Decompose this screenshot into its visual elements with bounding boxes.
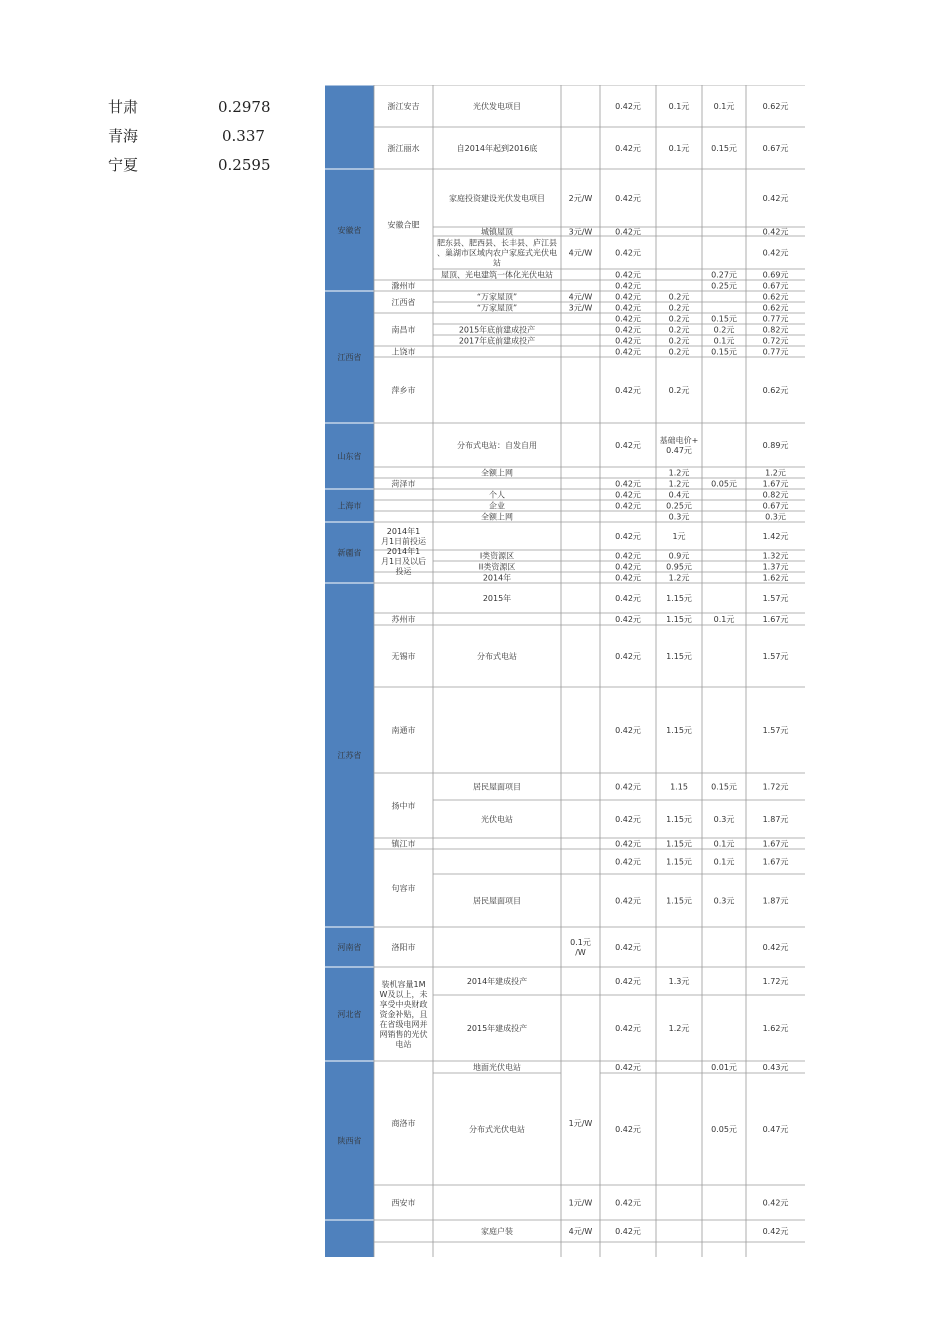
table-cell: 0.42元: [615, 839, 641, 849]
table-cell: 0.72元: [762, 336, 789, 346]
table-cell: 3元/W: [568, 303, 593, 313]
table-cell: 2014年1: [386, 527, 421, 536]
table-cell: 1元/W: [568, 1198, 593, 1208]
table-cell: 0.43元: [762, 1063, 789, 1072]
merged-cell: 月1日及以后: [380, 557, 427, 566]
table-cell: 0.2元: [668, 347, 690, 357]
table-cell: 0.67元: [762, 144, 789, 153]
merged-cell: 商洛市: [391, 1119, 416, 1128]
table-cell: 0.62元: [762, 386, 789, 395]
table-cell: 0.1元: [713, 336, 735, 346]
table-cell: 0.42元: [615, 386, 641, 395]
table-cell: 0.01元: [711, 1063, 737, 1072]
table-cell: 1.2元: [668, 1024, 690, 1033]
table-cell: 无锡市: [391, 652, 416, 661]
table-cell: 0.1元: [668, 144, 690, 153]
merged-cell: 1元/W: [568, 1119, 593, 1128]
table-cell: 0.1元: [713, 102, 735, 111]
table-cell: 1.67元: [762, 857, 789, 867]
table-cell: 光伏发电项目: [473, 102, 521, 111]
table-cell: 肥东县、肥西县、长丰县、庐江县: [437, 238, 557, 248]
table-cell: 0.27元: [711, 270, 737, 280]
table-cell: 0.67元: [762, 501, 789, 511]
table-cell: 1.2元: [668, 479, 690, 489]
table-cell: 2015年底前建成投产: [458, 325, 536, 335]
province-label: 上海市: [337, 501, 362, 511]
table-cell: 0.25元: [711, 281, 737, 291]
table-cell: 1.15元: [666, 839, 692, 849]
table-cell: 1.62元: [762, 1024, 789, 1033]
table-cell: 0.3元: [668, 512, 690, 522]
table-cell: 0.42元: [615, 441, 641, 450]
table-cell: 0.2元: [668, 336, 690, 346]
table-cell: 洛阳市: [391, 943, 416, 952]
table-cell: 全额上网: [481, 512, 513, 522]
table-cell: 0.1元: [668, 102, 690, 111]
table-cell: 0.05元: [711, 1125, 737, 1134]
table-cell: 地面光伏电站: [473, 1063, 521, 1072]
merged-cell: 在省级电网并: [379, 1020, 428, 1029]
table-cell: 0.3元: [765, 512, 786, 522]
province-band: [325, 85, 374, 1257]
table-cell: 0.42元: [615, 1024, 641, 1033]
table-cell: 1.72元: [762, 782, 789, 792]
table-cell: 1.62元: [762, 573, 789, 583]
table-cell: 0.42元: [615, 490, 641, 500]
merged-cell: 享受中央财政: [379, 1000, 428, 1009]
table-cell: 1.2元: [668, 573, 690, 583]
table-cell: 上饶市: [391, 347, 416, 357]
table-cell: 分布式光伏电站: [469, 1125, 525, 1134]
table-cell: 0.42元: [615, 102, 641, 111]
table-cell: “万家屋顶”: [476, 303, 518, 313]
merged-cell: 投运: [395, 567, 412, 576]
table-cell: 企业: [489, 501, 505, 511]
table-cell: 0.15元: [711, 347, 737, 357]
table-cell: 全额上网: [481, 468, 513, 478]
table-cell: 1.57元: [762, 594, 789, 603]
table-cell: 0.15元: [711, 144, 737, 153]
table-cell: 1.15元: [666, 857, 692, 867]
table-cell: 0.77元: [762, 347, 789, 357]
table-cell: 南通市: [391, 726, 416, 735]
table-cell: /W: [575, 948, 586, 957]
table-cell: 1.42元: [762, 532, 789, 541]
table-cell: 0.2元: [668, 303, 690, 313]
table-cell: 1.2元: [668, 468, 690, 478]
table-cell: 屋顶、光电建筑一体化光伏电站: [441, 270, 553, 280]
table-cell: 个人: [489, 490, 505, 500]
merged-cell: W及以上，未: [379, 990, 428, 999]
table-cell: 1.37元: [762, 562, 789, 572]
table-cell: 0.69元: [762, 270, 789, 280]
table-cell: 0.89元: [762, 441, 789, 450]
table-cell: 0.2元: [668, 325, 690, 335]
table-cell: 0.15元: [711, 314, 737, 324]
table-cell: 0.42元: [615, 336, 641, 346]
table-cell: 2017年底前建成投产: [458, 336, 536, 346]
table-cell: 1.72元: [762, 977, 789, 986]
table-cell: 0.42元: [615, 292, 641, 302]
table-cell: 居民屋面项目: [473, 782, 521, 792]
table-cell: 0.42元: [615, 314, 641, 324]
table-cell: 1.15元: [666, 726, 692, 735]
province-label: 山东省: [337, 452, 362, 461]
table-cell: 家庭户装: [481, 1227, 513, 1236]
table-cell: 0.42元: [615, 943, 641, 952]
province-label: 江西省: [337, 353, 362, 362]
table-cell: 苏州市: [391, 615, 416, 624]
table-cell: 0.42元: [615, 1063, 641, 1072]
table-cell: 1.3元: [668, 977, 690, 986]
list-item: [108, 150, 282, 179]
table-cell: 0.2元: [713, 325, 735, 335]
table-cell: 浙江安吉: [387, 102, 420, 111]
merged-cell: 句容市: [391, 884, 416, 893]
table-cell: 0.42元: [615, 551, 641, 561]
table-cell: 站: [493, 258, 501, 268]
table-cell: 0.42元: [615, 896, 641, 906]
table-cell: 0.42元: [762, 248, 789, 258]
table-cell: 0.42元: [615, 1198, 641, 1208]
province-label: 新疆省: [337, 548, 362, 558]
table-cell: 1.57元: [762, 652, 789, 661]
table-cell: 、巢湖市区域内农户家庭式光伏电: [437, 248, 557, 258]
table-cell: 0.42元: [615, 857, 641, 867]
table-cell: 0.1元: [570, 938, 591, 947]
table-cell: 0.42元: [615, 227, 641, 237]
table-cell: 2014年: [482, 573, 512, 583]
province-label: 河南省: [337, 943, 362, 952]
table-cell: 1.67元: [762, 615, 789, 624]
table-cell: 1.2元: [765, 468, 786, 478]
table-cell: 0.42元: [762, 943, 789, 952]
table-cell: 0.42元: [615, 782, 641, 792]
table-cell: 4元/W: [568, 292, 593, 302]
table-cell: 0.42元: [615, 815, 641, 824]
table-cell: “万家屋顶”: [476, 292, 518, 302]
table-cell: 0.4元: [668, 490, 690, 500]
merged-cell: 江西省: [391, 298, 416, 307]
province-label: 安徽省: [337, 226, 362, 235]
table-cell: 0.42元: [615, 615, 641, 624]
table-cell: II类资源区: [478, 562, 516, 572]
table-cell: 0.42元: [615, 977, 641, 986]
table-cell: 0.67元: [762, 281, 789, 291]
table-cell: 0.42元: [615, 594, 641, 603]
table-cell: 0.42元: [615, 347, 641, 357]
province-value: 0.337: [222, 126, 265, 145]
table-cell: 1.15元: [666, 652, 692, 661]
table-cell: 0.42元: [762, 1198, 789, 1208]
table-cell: 西安市: [391, 1198, 416, 1208]
table-cell: 0.3元: [713, 815, 735, 824]
table-cell: 家庭投资建设光伏发电项目: [449, 194, 545, 203]
table-cell: 0.3元: [713, 896, 735, 906]
table-cell: 0.82元: [762, 325, 789, 335]
table-cell: 0.95元: [666, 562, 692, 572]
merged-cell: 2014年1: [386, 547, 421, 556]
merged-cell: 扬中市: [391, 801, 416, 811]
table-cell: 0.2元: [668, 386, 690, 395]
table-cell: 0.42元: [615, 303, 641, 313]
table-cell: 0.1元: [713, 615, 735, 624]
table-cell: 0.42元: [762, 227, 789, 237]
table-cell: 0.05元: [711, 479, 737, 489]
table-cell: 0.2元: [668, 292, 690, 302]
table-cell: I类资源区: [479, 551, 515, 561]
table-cell: 0.42元: [615, 479, 641, 489]
province-label: 陕西省: [337, 1136, 362, 1146]
list-item: [108, 92, 282, 121]
merged-cell: 资金补贴，且: [379, 1010, 428, 1019]
table-cell: 1.57元: [762, 726, 789, 735]
province-label: 江苏省: [337, 751, 362, 760]
table-cell: 0.42元: [615, 652, 641, 661]
table-cell: 滁州市: [391, 281, 416, 291]
table-cell: 0.9元: [668, 551, 690, 561]
merged-cell: 网销售的光伏: [379, 1030, 428, 1039]
table-cell: 0.42元: [615, 1227, 641, 1236]
subsidy-table: [325, 85, 805, 1257]
table-cell: 2元/W: [568, 194, 593, 203]
table-cell: 0.42元: [615, 325, 641, 335]
table-cell: 0.1元: [713, 857, 735, 867]
table-cell: 0.25元: [666, 501, 692, 511]
table-cell: 0.42元: [762, 1227, 789, 1236]
table-cell: 1.87元: [762, 896, 789, 906]
table-cell: 1.67元: [762, 479, 789, 489]
merged-cell: 安徽合肥: [387, 220, 420, 230]
table-cell: 1.15元: [666, 896, 692, 906]
province-name: 宁夏: [108, 156, 139, 174]
table-cell: 0.15元: [711, 782, 737, 792]
table-cell: 0.42元: [615, 194, 641, 203]
table-cell: 光伏电站: [481, 815, 513, 824]
subsidy-table-grid: [325, 85, 805, 1257]
list-item: [108, 121, 282, 150]
table-cell: 4元/W: [568, 1227, 593, 1236]
merged-cell: 南昌市: [391, 325, 416, 335]
table-cell: 1.67元: [762, 839, 789, 849]
table-cell: 0.2元: [668, 314, 690, 324]
table-cell: 1.15元: [666, 594, 692, 603]
province-label: 河北省: [337, 1010, 362, 1019]
province-name: 甘肃: [108, 98, 139, 116]
table-cell: 0.42元: [615, 1125, 641, 1134]
table-cell: 0.42元: [615, 144, 641, 153]
merged-cell: 装机容量1M: [381, 980, 426, 989]
table-cell: 浙江丽水: [387, 144, 420, 153]
table-cell: 1.87元: [762, 815, 789, 824]
table-cell: 0.77元: [762, 314, 789, 324]
table-cell: 2014年建成投产: [466, 977, 528, 986]
table-cell: 0.82元: [762, 490, 789, 500]
table-cell: 0.62元: [762, 102, 789, 111]
table-cell: 分布式电站：自发自用: [457, 441, 537, 450]
table-cell: 0.42元: [762, 194, 789, 203]
table-cell: 0.62元: [762, 292, 789, 302]
table-cell: 0.42元: [615, 573, 641, 583]
table-cell: 4元/W: [568, 248, 593, 258]
table-cell: 0.42元: [615, 501, 641, 511]
table-cell: 基础电价+: [659, 436, 699, 445]
table-cell: 0.47元: [762, 1125, 789, 1134]
table-cell: 0.42元: [615, 532, 641, 541]
table-cell: 0.47元: [666, 446, 692, 455]
province-value-list: [108, 92, 282, 179]
table-cell: 镇江市: [391, 839, 416, 849]
table-cell: 1.15元: [666, 615, 692, 624]
table-cell: 居民屋面项目: [473, 896, 521, 906]
table-cell: 自2014年起到2016底: [456, 144, 538, 153]
province-name: 青海: [108, 127, 139, 145]
table-cell: 0.42元: [615, 270, 641, 280]
table-cell: 1.15: [670, 782, 688, 792]
table-cell: 0.42元: [615, 248, 641, 258]
table-cell: 3元/W: [568, 227, 593, 237]
table-cell: 萍乡市: [391, 386, 416, 395]
table-cell: 0.42元: [615, 281, 641, 291]
province-value: 0.2978: [218, 97, 271, 116]
table-cell: 0.42元: [615, 726, 641, 735]
table-cell: 城镇屋顶: [481, 227, 513, 237]
table-cell: 月1日前投运: [380, 537, 427, 546]
table-cell: 分布式电站: [477, 652, 517, 661]
table-cell: 1.32元: [762, 551, 789, 561]
merged-cell: 电站: [395, 1040, 412, 1049]
table-cell: 2015年建成投产: [466, 1024, 528, 1033]
table-cell: 1元: [672, 532, 686, 541]
table-cell: 1.15元: [666, 815, 692, 824]
table-cell: 2015年: [482, 594, 512, 603]
province-value: 0.2595: [218, 155, 271, 174]
table-cell: 0.1元: [713, 839, 735, 849]
table-cell: 0.62元: [762, 303, 789, 313]
table-cell: 0.42元: [615, 562, 641, 572]
table-cell: 菏泽市: [391, 479, 416, 489]
